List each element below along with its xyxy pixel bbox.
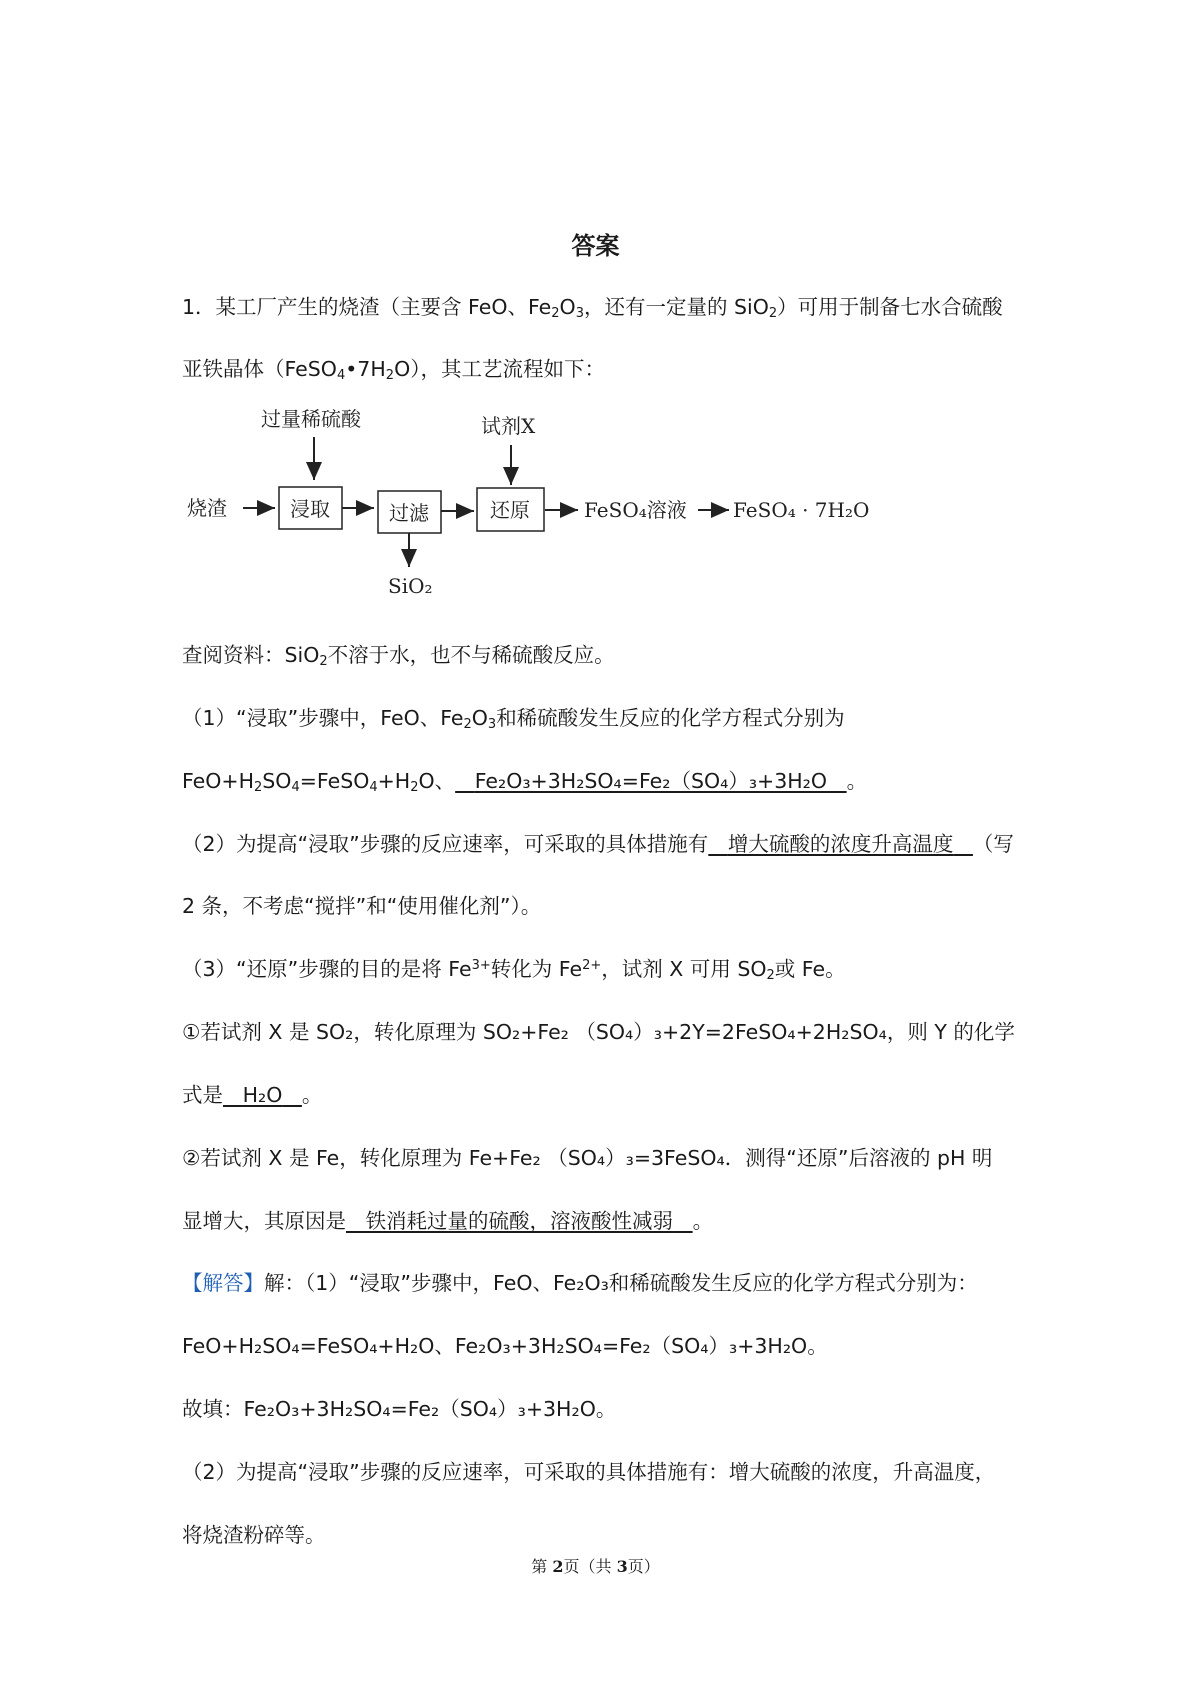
text: SO: [262, 769, 292, 793]
text: 式是: [182, 1083, 223, 1107]
process-flow-diagram: [180, 405, 900, 625]
step2-label: 过滤: [389, 501, 429, 525]
text: 转化为 Fe: [490, 957, 583, 981]
text: 。: [692, 1209, 714, 1233]
solution-tag: 【解答】: [182, 1271, 264, 1295]
reagent-x-label: 试剂X: [481, 414, 536, 438]
text: 页（共: [563, 1557, 617, 1576]
text: 第: [531, 1557, 553, 1576]
text: O、: [418, 769, 456, 793]
text: O），其工艺流程如下：: [394, 357, 605, 381]
text: ，试剂 X 可用 SO: [601, 957, 767, 981]
solution-line5: 将烧渣粉碎等。: [182, 1523, 326, 1547]
page-title: 答案: [571, 232, 620, 260]
text: 铁消耗过量的硫酸，溶液酸性减弱: [365, 1209, 674, 1233]
text: 和稀硫酸发生反应的化学方程式分别为: [496, 706, 845, 730]
text: •7H: [345, 357, 386, 381]
text: 解：（1）“浸取”步骤中，FeO、Fe₂O₃和稀硫酸发生反应的化学方程式分别为：: [264, 1271, 978, 1295]
text: 。: [301, 1083, 323, 1107]
reference-note: 查阅资料：SiO$_2$不溶于水，也不与稀硫酸反应。: [182, 643, 615, 669]
text: O: [471, 706, 488, 730]
part3-sub1-line2: [182, 1078, 1022, 1108]
part3-question: （3）“还原”步骤的目的是将 $Fe^{3+}$转化为 $Fe^{2+}$，试剂 X 可用 $SO_2$或 Fe。: [182, 957, 846, 983]
answer-blank: [346, 1209, 693, 1233]
text: （2）为提高“浸取”步骤的反应速率，可采取的具体措施有: [182, 832, 709, 856]
text: O: [559, 295, 576, 319]
step3-label: 还原: [490, 498, 530, 522]
part2-question: [182, 827, 1022, 857]
text: 页）: [627, 1557, 660, 1576]
text: （写: [972, 832, 1014, 856]
product2-label: FeSO₄ · 7H₂O: [733, 498, 870, 522]
answer-blank: [223, 1083, 302, 1107]
part2-question-line2: 2 条，不考虑“搅拌”和“使用催化剂”）。: [182, 894, 542, 918]
text: =FeSO: [299, 769, 370, 793]
text: 1．某工厂产生的烧渣（主要含 FeO、Fe: [182, 295, 552, 319]
part3-sub1: ①若试剂 X 是 SO₂，转化原理为 SO₂+Fe₂ （SO₄）₃+2Y=2FeSO₄+2H₂SO₄，则 Y 的化学: [182, 1020, 1015, 1044]
solution-line2: FeO+H₂SO₄=FeSO₄+H₂O、Fe₂O₃+3H₂SO₄=Fe₂（SO₄）₃+3H₂O。: [182, 1334, 828, 1358]
text: Fe₂O₃+3H₂SO₄=Fe₂（SO₄）₃+3H₂O: [474, 769, 828, 793]
total-page-number: 3: [616, 1557, 628, 1576]
text: +H: [377, 769, 411, 793]
text: H₂O: [242, 1083, 283, 1107]
text: 显增大，其原因是: [182, 1209, 346, 1233]
text: （1）“浸取”步骤中，FeO、Fe: [182, 706, 464, 730]
part3-sub2-line2: [182, 1204, 1022, 1234]
byproduct-label: SiO₂: [388, 574, 433, 598]
question-intro-line2: 亚铁晶体$(FeSO_4•7H_2O)$，其工艺流程如下：: [182, 357, 605, 383]
text: 增大硫酸的浓度升高温度: [727, 832, 954, 856]
text: ，还有一定量的 SiO: [583, 295, 769, 319]
text: 不溶于水，也不与稀硫酸反应。: [327, 643, 615, 667]
current-page-number: 2: [552, 1557, 564, 1576]
text: 或 Fe。: [774, 957, 846, 981]
text: （3）“还原”步骤的目的是将 Fe: [182, 957, 472, 981]
part1-question: （1）“浸取”步骤中，FeO、$Fe_2O_3$和稀硫酸发生反应的化学方程式分别为: [182, 706, 845, 732]
answer-blank: [455, 769, 846, 793]
step1-label: 浸取: [290, 497, 330, 521]
text: ）可用于制备七水合硫酸: [777, 295, 1003, 319]
text: 查阅资料：SiO: [182, 643, 320, 667]
text: 。: [846, 769, 868, 793]
product1-label: FeSO₄溶液: [584, 498, 687, 522]
solution-line3: 故填：Fe₂O₃+3H₂SO₄=Fe₂（SO₄）₃+3H₂O。: [182, 1397, 617, 1421]
question-intro-line1: 1．某工厂产生的烧渣（主要含 FeO、$Fe_2O_3$，还有一定量的 SiO$_2$）可用于制备七水合硫酸: [182, 295, 1003, 321]
solution-line1: [182, 1266, 1022, 1296]
text: FeO+H: [182, 769, 255, 793]
solution-line4: （2）为提高“浸取”步骤的反应速率，可采取的具体措施有：增大硫酸的浓度，升高温度，: [182, 1460, 996, 1484]
text: 亚铁晶体（FeSO: [182, 357, 337, 381]
answer-blank: [708, 832, 973, 856]
text: 2+: [582, 958, 602, 973]
reagent-acid-label: 过量稀硫酸: [261, 407, 361, 431]
part1-equations: $FeO+H_2SO_4=FeSO_4+H_2O$、 Fe₂O₃+3H₂SO₄=Fe₂（SO₄）₃+3H₂O 。: [182, 769, 868, 795]
page-footer: [0, 1554, 1191, 1577]
start-label: 烧渣: [187, 496, 227, 520]
part3-sub2: ②若试剂 X 是 Fe，转化原理为 Fe+Fe₂ （SO₄）₃=3FeSO₄．测得“还原”后溶液的 pH 明: [182, 1146, 993, 1170]
text: 3+: [471, 958, 491, 973]
